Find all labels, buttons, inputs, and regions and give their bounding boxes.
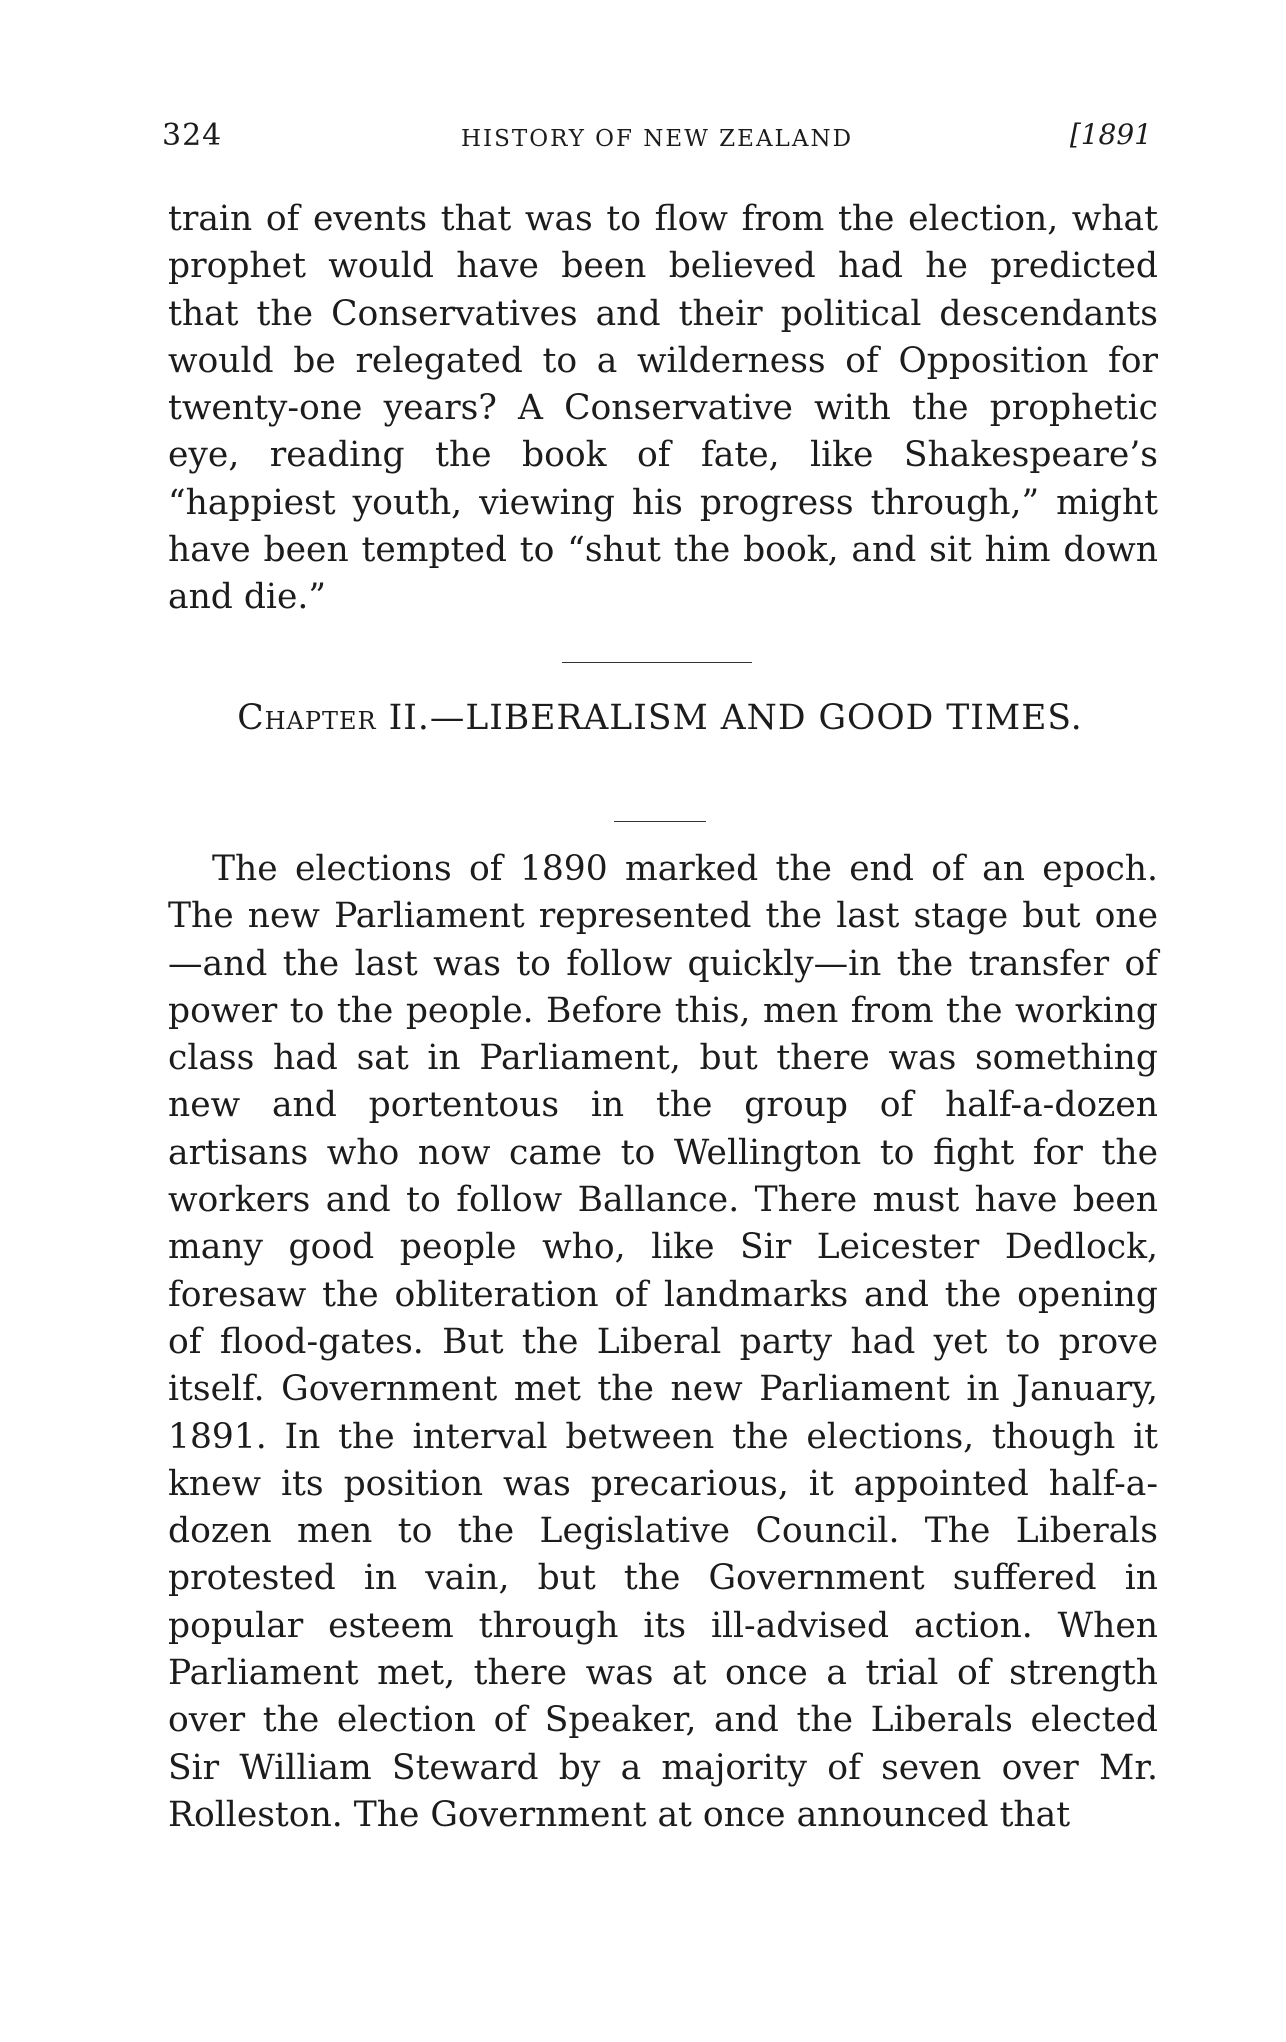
page-number: 324 [162, 118, 223, 153]
paragraph-chapter-opening [168, 846, 1158, 1839]
running-year: [1891 [1069, 118, 1152, 151]
chapter-label: Chapter [237, 698, 377, 738]
section-divider [562, 662, 752, 663]
chapter-heading [220, 694, 1100, 742]
paragraph-text: The elections of 1890 marked the end of an epoch. The new Parliament represented the last stage but one—and the last was to follow quickly—in the transfer of power to the people. Before this, men from the working class had sat in Parliament, but there was something new and portentous in the group of half-a-dozen artisans who now came to Wellington to fight for the workers and to follow Ballance. There must have been many good people who, like Sir Leicester Dedlock, foresaw the obliteration of landmarks and the opening of flood-gates. But the Liberal party had yet to prove itself. Government met the new Parliament in January, 1891. In the interval between the elections, though it knew its position was precarious, it appointed half-a-dozen men to the Legislative Council. The Liberals protested in vain, but the Government suffered in popular esteem through its ill-advised action. When Parliament met, there was at once a trial of strength over the election of Speaker, and the Liberals elected Sir William Steward by a majority of seven over Mr. Rolleston. The Government at once announced that [168, 849, 1158, 1835]
paragraph-continued [168, 196, 1158, 622]
heading-divider [614, 821, 706, 822]
paragraph-text: train of events that was to flow from the election, what prophet would have been believed had he predicted that the Conservatives and their political descendants would be relegated to a wilderness of Opposition for twenty-one years? A Conservative with the prophetic eye, reading the book of fate, like Shakespeare’s “happiest youth, viewing his progress through,” might have been tempted to “shut the book, and sit him down and die.” [168, 199, 1158, 618]
running-title: HISTORY OF NEW ZEALAND [460, 126, 854, 152]
running-header [162, 118, 1152, 166]
chapter-title: II.—LIBERALISM AND GOOD TIMES. [388, 698, 1083, 738]
